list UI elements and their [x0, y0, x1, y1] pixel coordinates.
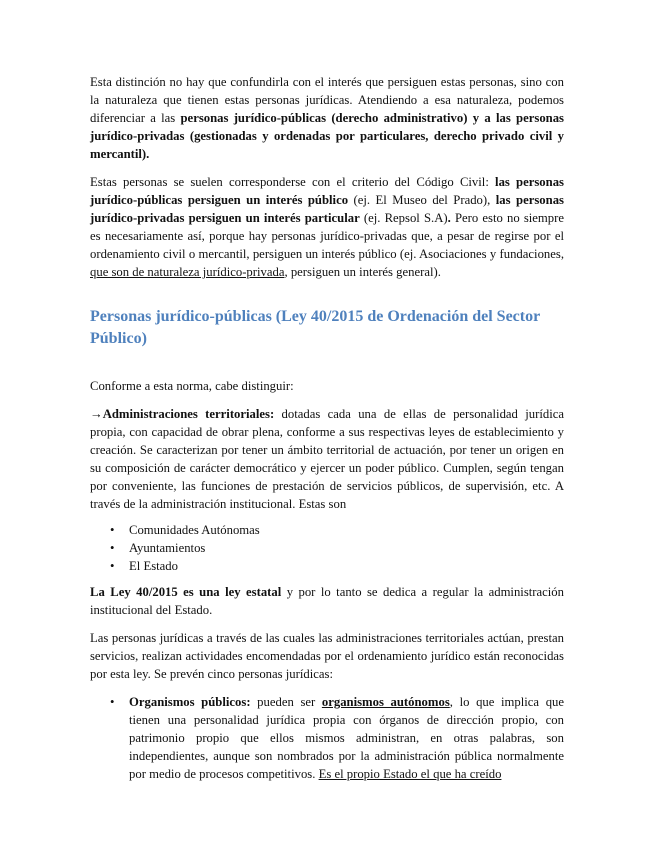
bold-text: Administraciones territoriales: — [102, 407, 275, 421]
bold-text: Organismos públicos: — [129, 695, 251, 709]
bullet-icon: • — [110, 695, 115, 709]
underlined-text: que son de naturaleza jurídico-privada — [90, 265, 285, 279]
text: Estas personas se suelen corresponderse con el criterio del Código Civil: — [90, 175, 496, 189]
list-item-text: El Estado — [129, 559, 178, 573]
text: (ej. Repsol S.A) — [359, 211, 448, 225]
paragraph-law — [90, 583, 564, 619]
section-heading: Personas jurídico-públicas (Ley 40/2015 de Ordenación del Sector Público) — [90, 308, 540, 347]
document-body — [90, 73, 564, 783]
list-item-text: Comunidades Autónomas — [129, 523, 260, 537]
bold-text: las personas jurídico-públicas persiguen un interés público — [90, 175, 564, 207]
paragraph-intro: Conforme a esta norma, cabe distinguir: — [90, 379, 294, 393]
bullet-icon: • — [110, 523, 115, 537]
list-item — [90, 521, 564, 539]
text: (ej. El Museo del Prado), — [348, 193, 496, 207]
paragraph-territorial — [90, 405, 564, 513]
text: , persiguen un interés general). — [284, 265, 441, 279]
text: , lo que implica que tienen una personalidad jurídica propia con órganos de dirección propio, con patrimonio propio que ellos mismos administran, en otras palabras, son independientes, aunque son nombrados por la administración pública normalmente por medio de procesos competitivos. — [129, 695, 565, 781]
paragraph-distinction — [90, 73, 564, 163]
bold-text: . — [447, 211, 451, 225]
bullet-icon: • — [110, 541, 115, 555]
text: y por lo tanto se dedica a regular la administración institucional del Estado. — [90, 585, 564, 617]
list-item — [90, 693, 564, 783]
text: pueden ser — [250, 695, 322, 709]
list-item-text — [129, 693, 564, 783]
bullet-icon: • — [110, 559, 115, 573]
territorial-list — [90, 521, 564, 575]
bold-text: personas jurídico-públicas (derecho administrativo) y a las personas jurídico-privadas (gestionadas y ordenadas por particulares, derecho privado civil y mercantil). — [90, 111, 564, 161]
bold-underlined-text: organismos autónomos — [321, 695, 450, 709]
paragraph-civil-code — [90, 173, 564, 281]
bold-text: las personas jurídico-privadas persiguen un interés particular — [90, 193, 564, 225]
underlined-text: Es el propio Estado el que ha creído — [318, 767, 502, 781]
paragraph-five-persons: Las personas jurídicas a través de las cuales las administraciones territoriales actúan, prestan servicios, realizan actividades encomendadas por el ordenamiento jurídico están reconocidas por esta ley. Se prevén cinco personas jurídicas: — [90, 631, 564, 681]
list-item — [90, 539, 564, 557]
list-item — [90, 557, 564, 575]
text: Esta distinción no hay que confundirla con el interés que persiguen estas personas, sino con la naturaleza que tienen estas personas jurídicas. Atendiendo a esa naturaleza, podemos diferenciar a las — [90, 75, 564, 125]
list-item-text: Ayuntamientos — [129, 541, 206, 555]
persons-list — [90, 693, 564, 783]
text: Pero esto no siempre es necesariamente así, porque hay personas jurídico-privadas que, a pesar de regirse por el ordenamiento civil o mercantil, persiguen un interés público (ej. Asociaciones y fundaciones, — [90, 211, 564, 261]
bold-text: La Ley 40/2015 es una ley estatal — [90, 585, 282, 599]
text: dotadas cada una de ellas de personalidad jurídica propia, con capacidad de obrar plena, conforme a sus respectivas leyes de establecimiento y creación. Se caracterizan por tener un ámbito territorial de actuación, por tener un origen en su composición de carácter democrático y ejercer un poder público. Cumplen, según tengan por conveniente, las funciones de prestación de servicios públicos, de supervisión, etc. A través de la administración institucional. Estas son — [90, 407, 564, 511]
arrow-icon: → — [90, 407, 103, 421]
